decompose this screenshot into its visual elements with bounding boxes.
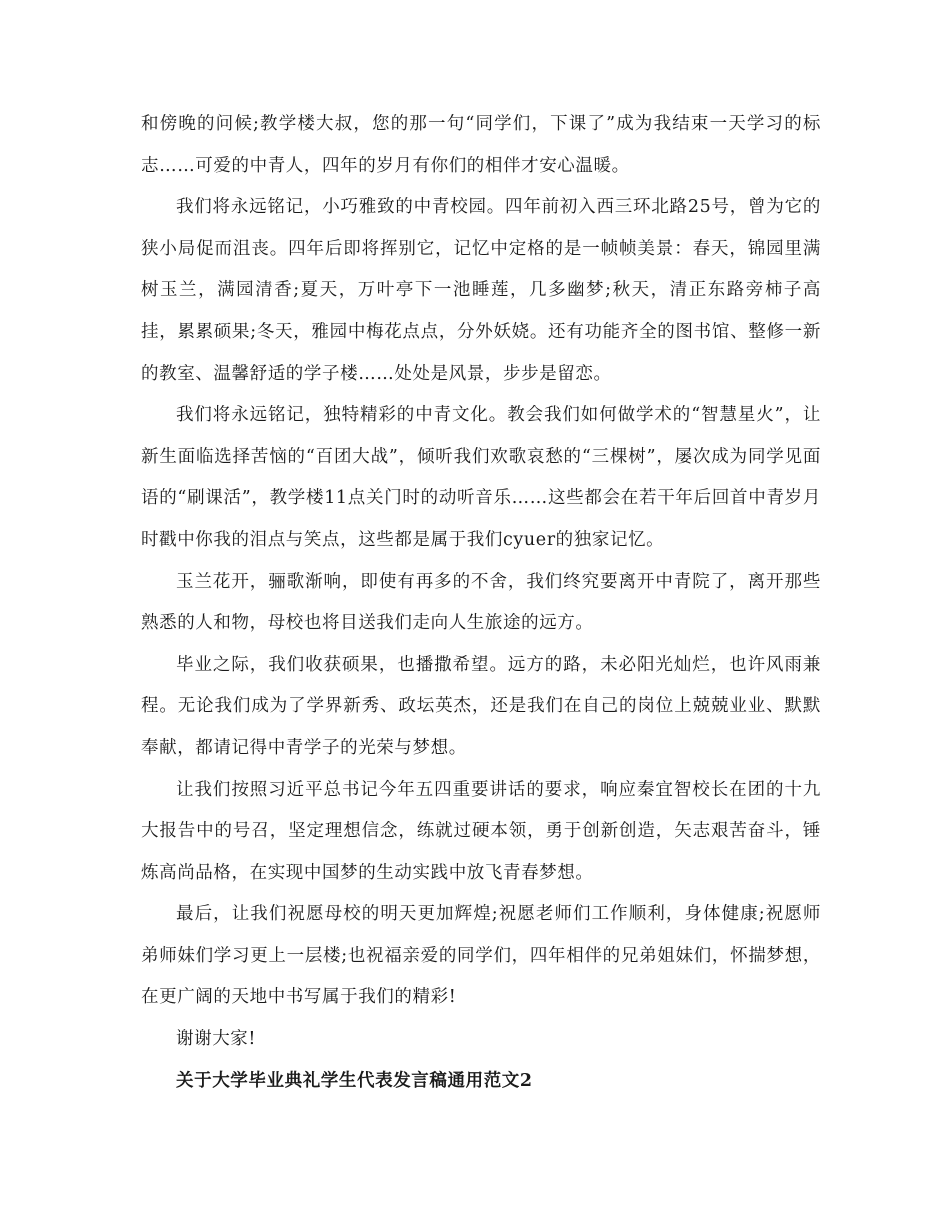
- paragraph-8: 谢谢大家!: [176, 1029, 257, 1050]
- paragraph-3: 我们将永远铭记，独特精彩的中青文化。教会我们如何做学术的“智慧星火”，让新生面临选择苦恼的“百团大战”，倾听我们欢歌哀愁的“三棵树”，屡次成为同学见面语的“刷课活”，教学楼11点关门时的动听音乐……这些都会在若干年后回首中青岁月时戳中你我的泪点与笑点，这些都是属于我们cyuer的独家记忆。: [141, 405, 821, 550]
- paragraph-4: 玉兰花开，骊歌渐响，即使有再多的不舍，我们终究要离开中青院了，离开那些熟悉的人和物，母校也将目送我们走向人生旅途的远方。: [141, 571, 821, 634]
- paragraph-5: 毕业之际，我们收获硕果，也播撒希望。远方的路，未必阳光灿烂，也许风雨兼程。无论我们成为了学界新秀、政坛英杰，还是我们在自己的岗位上兢兢业业、默默奉献，都请记得中青学子的光荣与梦想。: [141, 654, 821, 758]
- paragraph-1: 和傍晚的问候;教学楼大叔，您的那一句“同学们，下课了”成为我结束一天学习的标志……可爱的中青人，四年的岁月有你们的相伴才安心温暖。: [141, 114, 821, 176]
- document-body: [141, 104, 821, 1102]
- paragraph-2: 我们将永远铭记，小巧雅致的中青校园。四年前初入西三环北路25号，曾为它的狭小局促而沮丧。四年后即将挥别它，记忆中定格的是一帧帧美景：春天，锦园里满树玉兰，满园清香;夏天，万叶亭下一池睡莲，几多幽梦;秋天，清正东路旁柿子高挂，累累硕果;冬天，雅园中梅花点点，分外妖娆。还有功能齐全的图书馆、整修一新的教室、温馨舒适的学子楼……处处是风景，步步是留恋。: [141, 197, 821, 384]
- section-heading: 关于大学毕业典礼学生代表发言稿通用范文2: [176, 1070, 533, 1091]
- paragraph-6: 让我们按照习近平总书记今年五四重要讲话的要求，响应秦宜智校长在团的十九大报告中的号召，坚定理想信念，练就过硬本领，勇于创新创造，矢志艰苦奋斗，锤炼高尚品格，在实现中国梦的生动实践中放飞青春梦想。: [141, 779, 821, 883]
- paragraph-7: 最后，让我们祝愿母校的明天更加辉煌;祝愿老师们工作顺利，身体健康;祝愿师弟师妹们学习更上一层楼;也祝福亲爱的同学们，四年相伴的兄弟姐妹们，怀揣梦想，在更广阔的天地中书写属于我们的精彩!: [141, 904, 821, 1008]
